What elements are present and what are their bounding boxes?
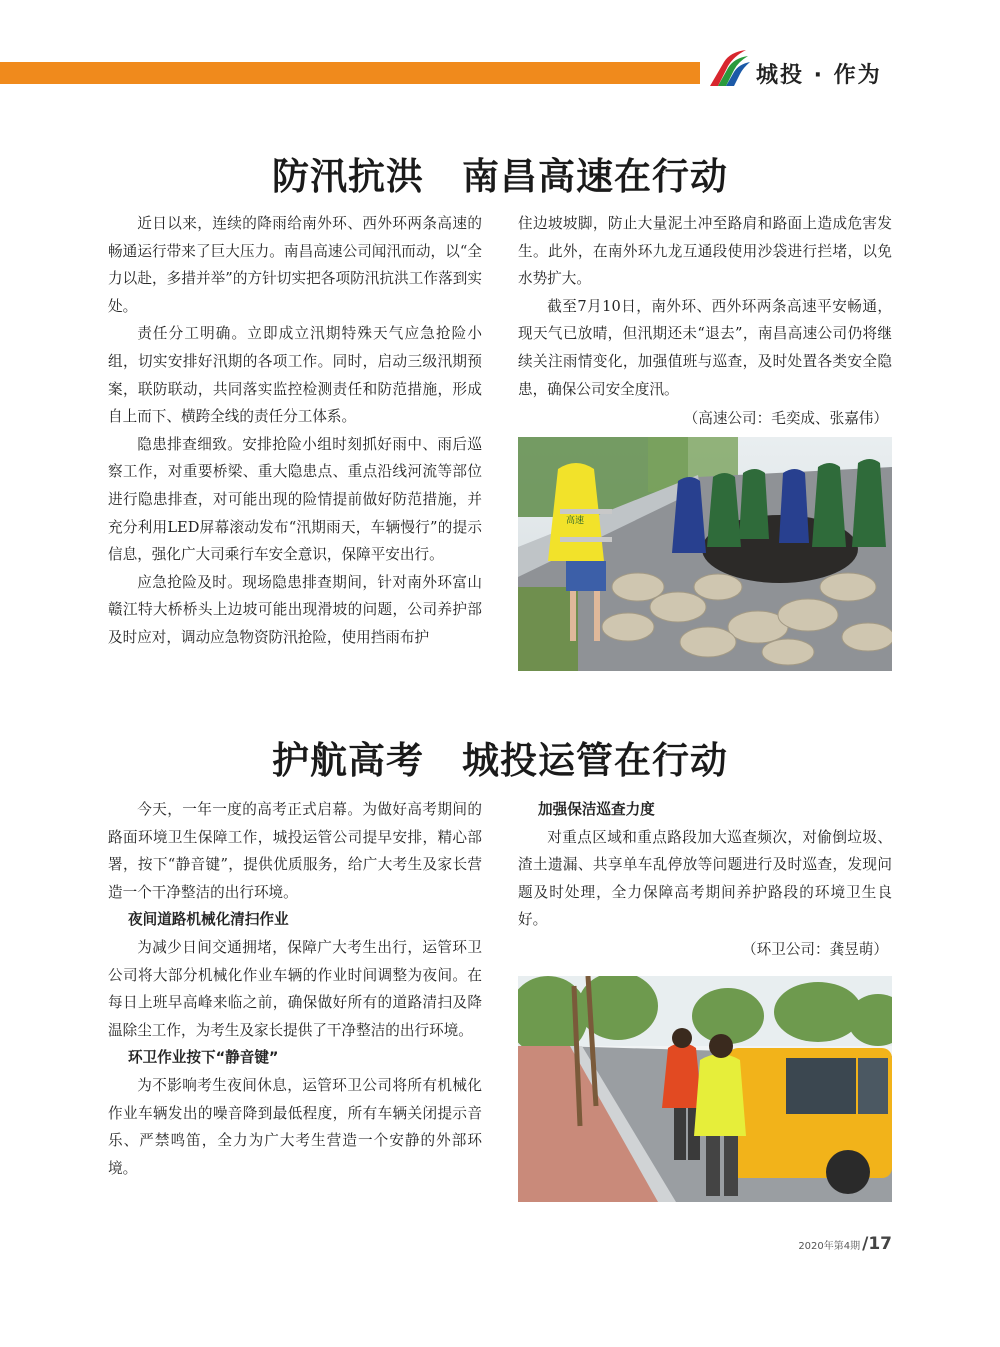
article1-credit: （高速公司：毛奕成、张嘉伟）	[683, 410, 888, 428]
article1-paragraph: 责任分工明确。立即成立汛期特殊天气应急抢险小组，切实安排好汛期的各项工作。同时，启动三级汛期预案，联防联动，共同落实监控检测责任和防范措施，形成自上而下、横跨全线的责任分工体系。	[108, 325, 482, 426]
article2-paragraph: 为减少日间交通拥堵，保障广大考生出行，运管环卫公司将大部分机械化作业车辆的作业时间调整为夜间。在每日上班早高峰来临之前，确保做好所有的道路清扫及降温除尘工作，为考生及家长提供了干净整洁的出行环境。	[108, 938, 482, 1039]
chengtou-logo-icon	[706, 46, 750, 90]
header-orange-bar	[0, 62, 700, 84]
issue-label: 2020年第4期	[798, 1241, 861, 1252]
section-brand: 城投 · 作为	[756, 63, 882, 88]
article2-paragraph: 对重点区域和重点路段加大巡查频次，对偷倒垃圾、渣土遗漏、共享单车乱停放等问题进行及时巡查，发现问题及时处理，全力保障高考期间养护路段的环境卫生良好。	[518, 828, 892, 929]
article2-left-column	[108, 796, 482, 1182]
article1-paragraph: 近日以来，连续的降雨给南外环、西外环两条高速的畅通运行带来了巨大压力。南昌高速公司闻汛而动，以“全力以赴，多措并举”的方针切实把各项防汛抗洪工作落到实处。	[108, 215, 482, 315]
article2-subheading: 加强保洁巡查力度	[538, 801, 655, 818]
flood-control-illustration	[518, 437, 892, 671]
article1-paragraph: 隐患排查细致。安排抢险小组时刻抓好雨中、雨后巡察工作，对重要桥梁、重大隐患点、重点沿线河流等部位进行隐患排查，对可能出现的险情提前做好防范措施，并充分利用LED屏幕滚动发布“汛期雨天，车辆慢行”的提示信息，强化广大司乘行车安全意识，保障平安出行。	[108, 435, 482, 564]
article2-credit: （环卫公司：龚昱萌）	[742, 940, 888, 958]
vest-text: 高速	[566, 516, 585, 526]
article2-intro: 今天，一年一度的高考正式启幕。为做好高考期间的路面环境卫生保障工作，城投运管公司提早安排，精心部署，按下“静音键”，提供优质服务，给广大考生及家长营造一个干净整洁的出行环境。	[108, 801, 482, 901]
article1-right-column	[518, 210, 892, 433]
flood-control-photo	[518, 437, 892, 671]
article1-paragraph: 截至7月10日，南外环、西外环两条高速平安畅通，现天气已放晴，但汛期还未“退去”，南昌高速公司仍将继续关注雨情变化，加强值班与巡查，及时处置各类安全隐患，确保公司安全度汛。	[518, 297, 892, 398]
article1-title: 防汛抗洪 南昌高速在行动	[272, 155, 728, 198]
article2-title: 护航高考 城投运管在行动	[272, 739, 728, 782]
article2-subheading: 夜间道路机械化清扫作业	[128, 911, 289, 929]
sanitation-photo	[518, 976, 892, 1202]
article1-paragraph: 应急抢险及时。现场隐患排查期间，针对南外环富山赣江特大桥桥头上边坡可能出现滑坡的问题，公司养护部及时应对，调动应急物资防汛抢险，使用挡雨布护	[108, 573, 482, 646]
article2-subheading: 环卫作业按下“静音键”	[128, 1049, 279, 1067]
article1-left-column	[108, 210, 482, 652]
page-number: /17	[862, 1234, 892, 1254]
article1-paragraph-continued: 住边坡坡脚，防止大量泥土冲至路肩和路面上造成危害发生。此外，在南外环九龙互通段使用沙袋进行拦堵，以免水势扩大。	[518, 215, 892, 288]
article2-right-column	[518, 796, 892, 964]
article2-paragraph: 为不影响考生夜间休息，运管环卫公司将所有机械化作业车辆发出的噪音降到最低程度，所有车辆关闭提示音乐、严禁鸣笛，全力为广大考生营造一个安静的外部环境。	[108, 1076, 482, 1177]
sanitation-illustration	[518, 976, 892, 1202]
page-footer	[798, 1234, 892, 1254]
